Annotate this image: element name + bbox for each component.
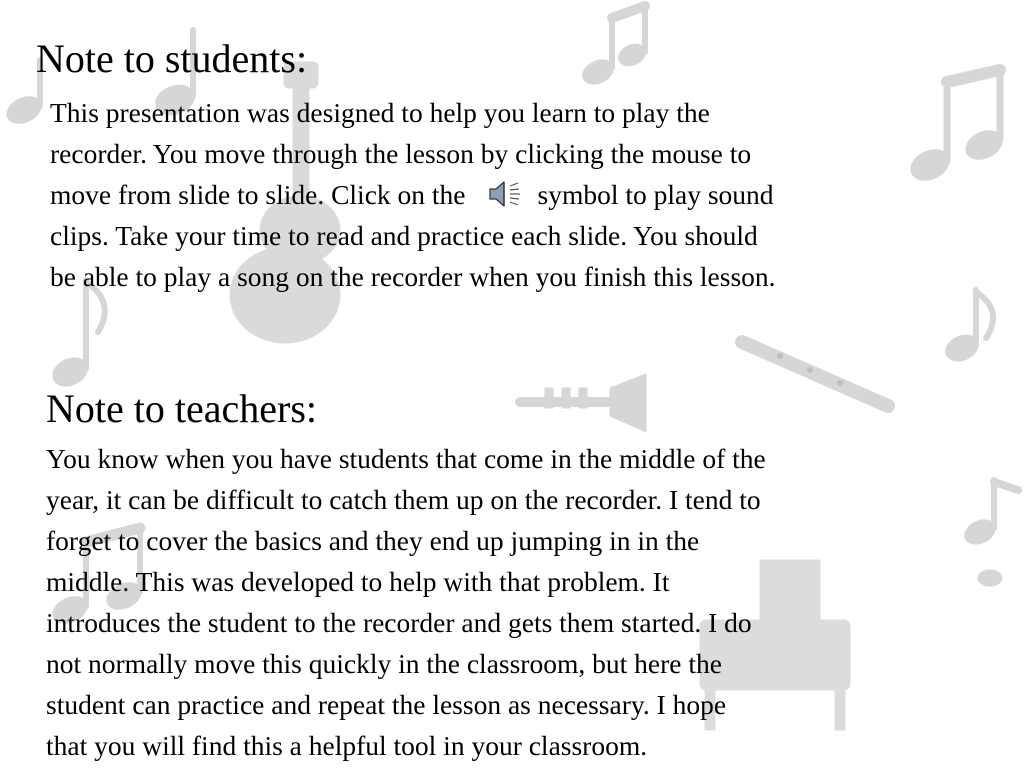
teachers-line-3: forget to cover the basics and they end up jumping in in the xyxy=(46,525,700,556)
students-line-3-start: move from slide to slide. Click on the xyxy=(50,179,466,210)
teachers-heading: Note to teachers: xyxy=(46,386,317,431)
teachers-line-2: year, it can be difficult to catch them up on the recorder. I tend to xyxy=(46,484,761,515)
speaker-sound-icon[interactable] xyxy=(476,177,532,211)
students-line-4: clips. Take your time to read and practice each slide. You should xyxy=(50,220,758,251)
teachers-line-5: introduces the student to the recorder and gets them started. I do xyxy=(46,607,752,638)
students-line-3 xyxy=(50,174,970,215)
teachers-line-8: that you will find this a helpful tool in your classroom. xyxy=(46,730,648,761)
teachers-paragraph xyxy=(46,438,986,766)
teachers-line-1: You know when you have students that come in the middle of the xyxy=(46,443,766,474)
students-paragraph xyxy=(50,92,970,297)
teachers-line-6: not normally move this quickly in the classroom, but here the xyxy=(46,648,722,679)
students-line-1: This presentation was designed to help you learn to play the xyxy=(50,97,710,128)
teachers-line-4: middle. This was developed to help with that problem. It xyxy=(46,566,670,597)
teachers-line-7: student can practice and repeat the lesson as necessary. I hope xyxy=(46,689,727,720)
students-line-5: be able to play a song on the recorder when you finish this lesson. xyxy=(50,261,776,292)
students-heading: Note to students: xyxy=(36,36,308,81)
students-line-2: recorder. You move through the lesson by clicking the mouse to xyxy=(50,138,752,169)
students-line-3-end: symbol to play sound xyxy=(537,179,774,210)
